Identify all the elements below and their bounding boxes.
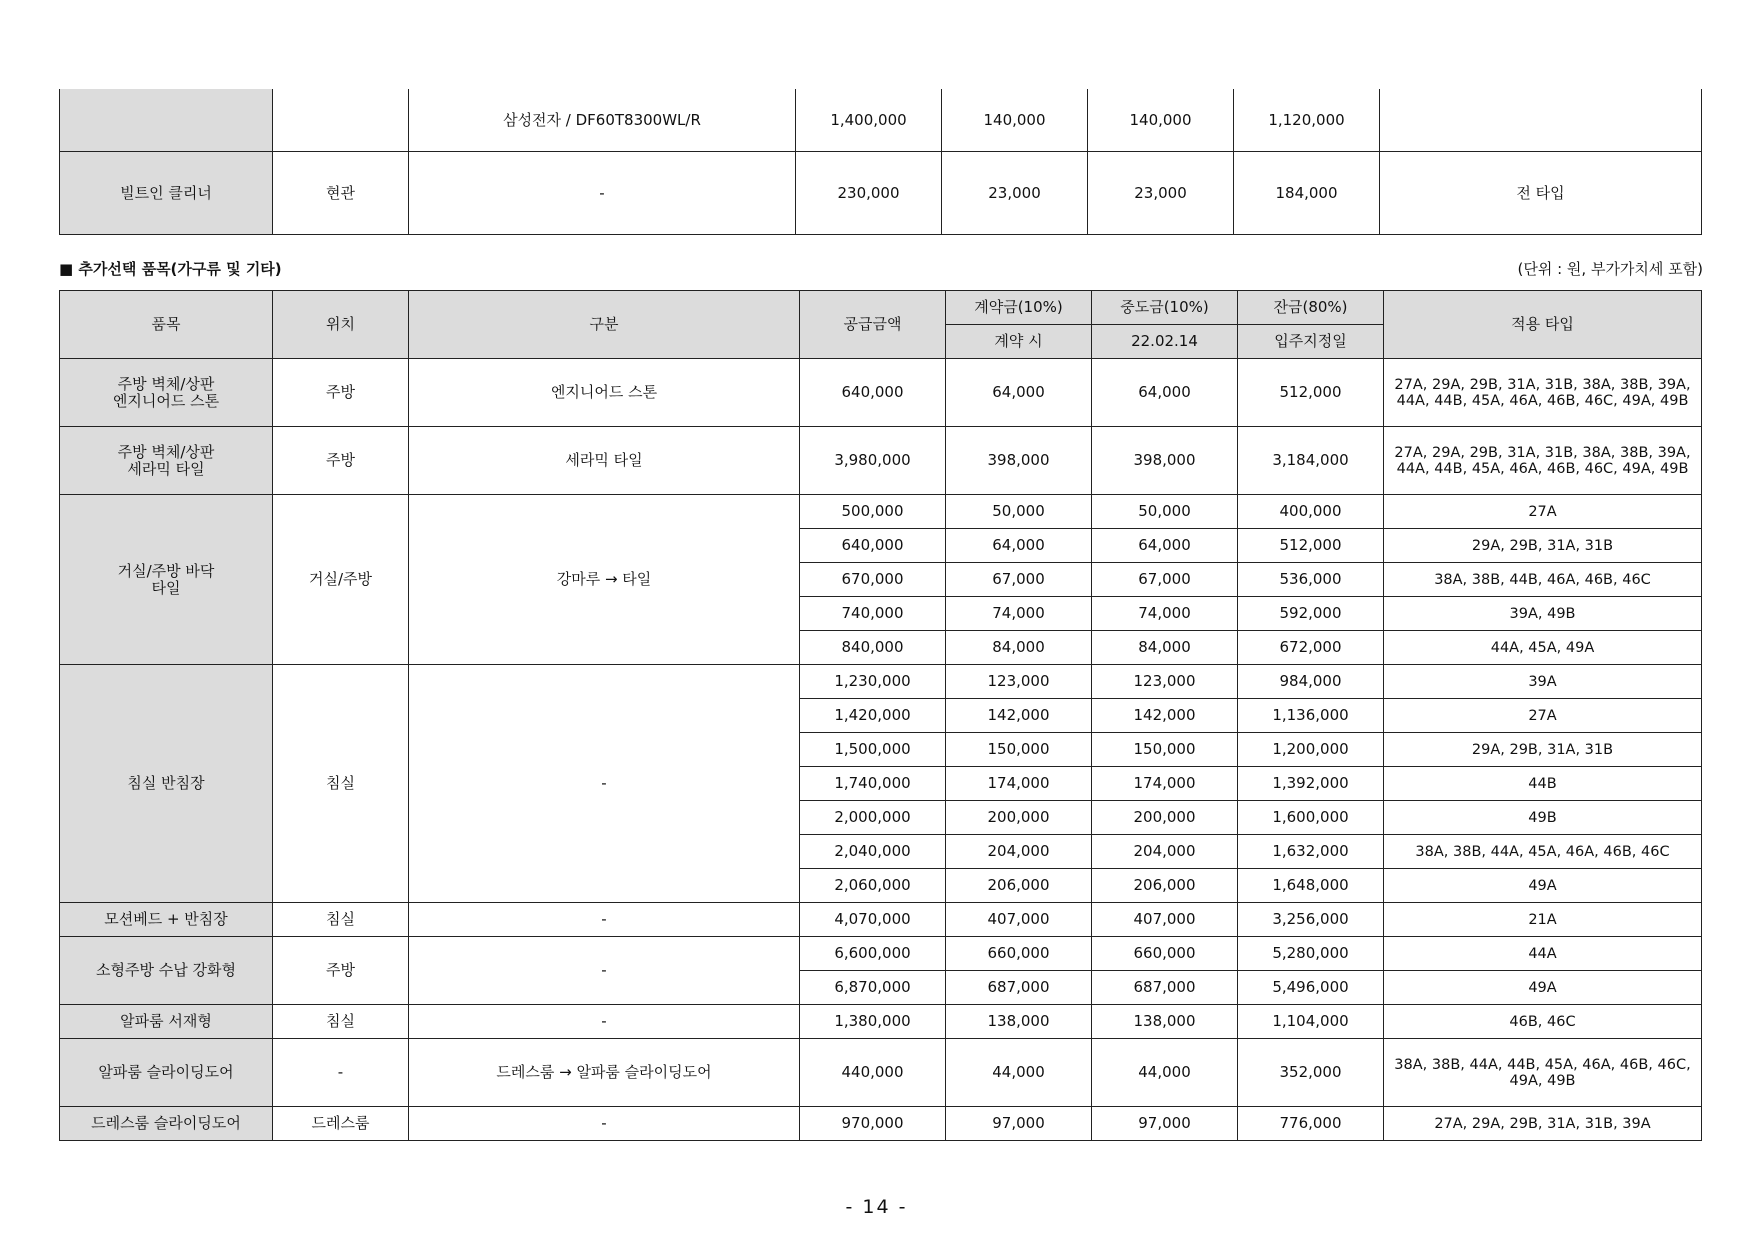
continuation-table — [59, 89, 1702, 235]
supply-cell: 2,040,000 — [800, 835, 946, 869]
supply-cell: 840,000 — [800, 631, 946, 665]
middle-cell: 142,000 — [1092, 699, 1238, 733]
middle-cell: 74,000 — [1092, 597, 1238, 631]
supply-cell: 1,400,000 — [796, 89, 942, 152]
table-row — [60, 427, 1702, 495]
balance-cell: 512,000 — [1238, 359, 1384, 427]
balance-cell: 3,184,000 — [1238, 427, 1384, 495]
header-deposit: 계약금(10%) — [946, 291, 1092, 325]
section-title: ■ 추가선택 품목(가구류 및 기타) — [59, 260, 282, 278]
types-cell — [1380, 89, 1702, 152]
deposit-cell: 140,000 — [942, 89, 1088, 152]
types-cell: 27A, 29A, 29B, 31A, 31B, 38A, 38B, 39A, 44A, 44B, 45A, 46A, 46B, 46C, 49A, 49B — [1384, 359, 1702, 427]
deposit-cell: 84,000 — [946, 631, 1092, 665]
location-cell: 드레스룸 — [273, 1107, 409, 1141]
table-row — [60, 89, 1702, 152]
middle-cell: 150,000 — [1092, 733, 1238, 767]
middle-cell: 407,000 — [1092, 903, 1238, 937]
middle-cell: 67,000 — [1092, 563, 1238, 597]
item-cell: 빌트인 클리너 — [60, 152, 273, 235]
header-types: 적용 타입 — [1384, 291, 1702, 359]
deposit-cell: 44,000 — [946, 1039, 1092, 1107]
location-cell: 거실/주방 — [273, 495, 409, 665]
location-cell: 주방 — [273, 937, 409, 1005]
spec-cell: 삼성전자 / DF60T8300WL/R — [409, 89, 796, 152]
deposit-cell: 123,000 — [946, 665, 1092, 699]
supply-cell: 670,000 — [800, 563, 946, 597]
options-table-body — [60, 359, 1702, 1141]
header-row — [60, 291, 1702, 325]
header-spec: 구분 — [409, 291, 800, 359]
table-row — [60, 1005, 1702, 1039]
supply-cell: 440,000 — [800, 1039, 946, 1107]
item-cell: 드레스룸 슬라이딩도어 — [60, 1107, 273, 1141]
balance-cell: 776,000 — [1238, 1107, 1384, 1141]
supply-cell: 640,000 — [800, 359, 946, 427]
header-balance: 잔금(80%) — [1238, 291, 1384, 325]
balance-cell: 1,648,000 — [1238, 869, 1384, 903]
types-cell: 49B — [1384, 801, 1702, 835]
middle-cell: 123,000 — [1092, 665, 1238, 699]
types-cell: 44A, 45A, 49A — [1384, 631, 1702, 665]
spec-cell: - — [409, 152, 796, 235]
types-cell: 21A — [1384, 903, 1702, 937]
table-row — [60, 665, 1702, 699]
spec-cell: 강마루 → 타일 — [409, 495, 800, 665]
supply-cell: 4,070,000 — [800, 903, 946, 937]
types-cell: 27A — [1384, 699, 1702, 733]
middle-cell: 687,000 — [1092, 971, 1238, 1005]
supply-cell: 970,000 — [800, 1107, 946, 1141]
table-row — [60, 152, 1702, 235]
balance-cell: 3,256,000 — [1238, 903, 1384, 937]
middle-cell: 204,000 — [1092, 835, 1238, 869]
supply-cell: 500,000 — [800, 495, 946, 529]
supply-cell: 230,000 — [796, 152, 942, 235]
supply-cell: 2,060,000 — [800, 869, 946, 903]
item-cell: 알파룸 서재형 — [60, 1005, 273, 1039]
header-item: 품목 — [60, 291, 273, 359]
balance-cell: 184,000 — [1234, 152, 1380, 235]
balance-cell: 536,000 — [1238, 563, 1384, 597]
supply-cell: 640,000 — [800, 529, 946, 563]
spec-cell: - — [409, 903, 800, 937]
balance-cell: 1,600,000 — [1238, 801, 1384, 835]
balance-cell: 672,000 — [1238, 631, 1384, 665]
middle-cell: 138,000 — [1092, 1005, 1238, 1039]
deposit-cell: 64,000 — [946, 359, 1092, 427]
types-cell: 46B, 46C — [1384, 1005, 1702, 1039]
supply-cell: 1,380,000 — [800, 1005, 946, 1039]
supply-cell: 1,500,000 — [800, 733, 946, 767]
supply-cell: 6,870,000 — [800, 971, 946, 1005]
middle-cell: 206,000 — [1092, 869, 1238, 903]
middle-cell: 64,000 — [1092, 529, 1238, 563]
supply-cell: 1,420,000 — [800, 699, 946, 733]
deposit-cell: 206,000 — [946, 869, 1092, 903]
location-cell: 현관 — [273, 152, 409, 235]
header-deposit-when: 계약 시 — [946, 325, 1092, 359]
header-balance-when: 입주지정일 — [1238, 325, 1384, 359]
item-cell: 주방 벽체/상판 세라믹 타일 — [60, 427, 273, 495]
spec-cell: 세라믹 타일 — [409, 427, 800, 495]
types-cell: 44B — [1384, 767, 1702, 801]
types-cell: 49A — [1384, 869, 1702, 903]
deposit-cell: 200,000 — [946, 801, 1092, 835]
balance-cell: 5,496,000 — [1238, 971, 1384, 1005]
balance-cell: 5,280,000 — [1238, 937, 1384, 971]
balance-cell: 1,392,000 — [1238, 767, 1384, 801]
spec-cell: - — [409, 665, 800, 903]
middle-cell: 200,000 — [1092, 801, 1238, 835]
middle-cell: 50,000 — [1092, 495, 1238, 529]
balance-cell: 984,000 — [1238, 665, 1384, 699]
middle-cell: 398,000 — [1092, 427, 1238, 495]
location-cell: 침실 — [273, 1005, 409, 1039]
types-cell: 29A, 29B, 31A, 31B — [1384, 733, 1702, 767]
deposit-cell: 398,000 — [946, 427, 1092, 495]
deposit-cell: 74,000 — [946, 597, 1092, 631]
types-cell: 27A — [1384, 495, 1702, 529]
header-location: 위치 — [273, 291, 409, 359]
location-cell: - — [273, 1039, 409, 1107]
balance-cell: 400,000 — [1238, 495, 1384, 529]
options-table — [59, 290, 1702, 1141]
spec-cell: - — [409, 937, 800, 1005]
middle-cell: 84,000 — [1092, 631, 1238, 665]
deposit-cell: 150,000 — [946, 733, 1092, 767]
unit-note: (단위 : 원, 부가가치세 포함) — [1517, 260, 1703, 278]
location-cell: 주방 — [273, 427, 409, 495]
middle-cell: 140,000 — [1088, 89, 1234, 152]
deposit-cell: 138,000 — [946, 1005, 1092, 1039]
table-row — [60, 1039, 1702, 1107]
supply-cell: 1,740,000 — [800, 767, 946, 801]
item-cell: 거실/주방 바닥 타일 — [60, 495, 273, 665]
item-cell — [60, 89, 273, 152]
supply-cell: 3,980,000 — [800, 427, 946, 495]
supply-cell: 6,600,000 — [800, 937, 946, 971]
spec-cell: 엔지니어드 스톤 — [409, 359, 800, 427]
deposit-cell: 64,000 — [946, 529, 1092, 563]
types-cell: 27A, 29A, 29B, 31A, 31B, 38A, 38B, 39A, 44A, 44B, 45A, 46A, 46B, 46C, 49A, 49B — [1384, 427, 1702, 495]
types-cell: 49A — [1384, 971, 1702, 1005]
balance-cell: 352,000 — [1238, 1039, 1384, 1107]
deposit-cell: 50,000 — [946, 495, 1092, 529]
header-middle: 중도금(10%) — [1092, 291, 1238, 325]
types-cell: 27A, 29A, 29B, 31A, 31B, 39A — [1384, 1107, 1702, 1141]
item-cell: 주방 벽체/상판 엔지니어드 스톤 — [60, 359, 273, 427]
deposit-cell: 142,000 — [946, 699, 1092, 733]
types-cell: 29A, 29B, 31A, 31B — [1384, 529, 1702, 563]
header-middle-when: 22.02.14 — [1092, 325, 1238, 359]
location-cell — [273, 89, 409, 152]
deposit-cell: 97,000 — [946, 1107, 1092, 1141]
deposit-cell: 67,000 — [946, 563, 1092, 597]
location-cell: 침실 — [273, 903, 409, 937]
spec-cell: - — [409, 1005, 800, 1039]
deposit-cell: 660,000 — [946, 937, 1092, 971]
middle-cell: 44,000 — [1092, 1039, 1238, 1107]
types-cell: 44A — [1384, 937, 1702, 971]
item-cell: 알파룸 슬라이딩도어 — [60, 1039, 273, 1107]
supply-cell: 2,000,000 — [800, 801, 946, 835]
location-cell: 침실 — [273, 665, 409, 903]
header-supply: 공급금액 — [800, 291, 946, 359]
supply-cell: 740,000 — [800, 597, 946, 631]
balance-cell: 1,200,000 — [1238, 733, 1384, 767]
item-cell: 소형주방 수납 강화형 — [60, 937, 273, 1005]
types-cell: 39A — [1384, 665, 1702, 699]
item-cell: 모션베드 + 반침장 — [60, 903, 273, 937]
deposit-cell: 174,000 — [946, 767, 1092, 801]
middle-cell: 97,000 — [1092, 1107, 1238, 1141]
middle-cell: 660,000 — [1092, 937, 1238, 971]
middle-cell: 23,000 — [1088, 152, 1234, 235]
table-row — [60, 495, 1702, 529]
types-cell: 38A, 38B, 44A, 45A, 46A, 46B, 46C — [1384, 835, 1702, 869]
middle-cell: 174,000 — [1092, 767, 1238, 801]
supply-cell: 1,230,000 — [800, 665, 946, 699]
table-row — [60, 903, 1702, 937]
balance-cell: 1,632,000 — [1238, 835, 1384, 869]
middle-cell: 64,000 — [1092, 359, 1238, 427]
table-row — [60, 937, 1702, 971]
balance-cell: 1,120,000 — [1234, 89, 1380, 152]
types-cell: 38A, 38B, 44B, 46A, 46B, 46C — [1384, 563, 1702, 597]
deposit-cell: 23,000 — [942, 152, 1088, 235]
location-cell: 주방 — [273, 359, 409, 427]
spec-cell: 드레스룸 → 알파룸 슬라이딩도어 — [409, 1039, 800, 1107]
types-cell: 전 타입 — [1380, 152, 1702, 235]
table-row — [60, 359, 1702, 427]
page-number: - 14 - — [845, 1196, 908, 1218]
spec-cell: - — [409, 1107, 800, 1141]
deposit-cell: 407,000 — [946, 903, 1092, 937]
table-row — [60, 1107, 1702, 1141]
item-cell: 침실 반침장 — [60, 665, 273, 903]
balance-cell: 1,104,000 — [1238, 1005, 1384, 1039]
deposit-cell: 204,000 — [946, 835, 1092, 869]
deposit-cell: 687,000 — [946, 971, 1092, 1005]
balance-cell: 592,000 — [1238, 597, 1384, 631]
balance-cell: 512,000 — [1238, 529, 1384, 563]
balance-cell: 1,136,000 — [1238, 699, 1384, 733]
types-cell: 38A, 38B, 44A, 44B, 45A, 46A, 46B, 46C, 49A, 49B — [1384, 1039, 1702, 1107]
types-cell: 39A, 49B — [1384, 597, 1702, 631]
